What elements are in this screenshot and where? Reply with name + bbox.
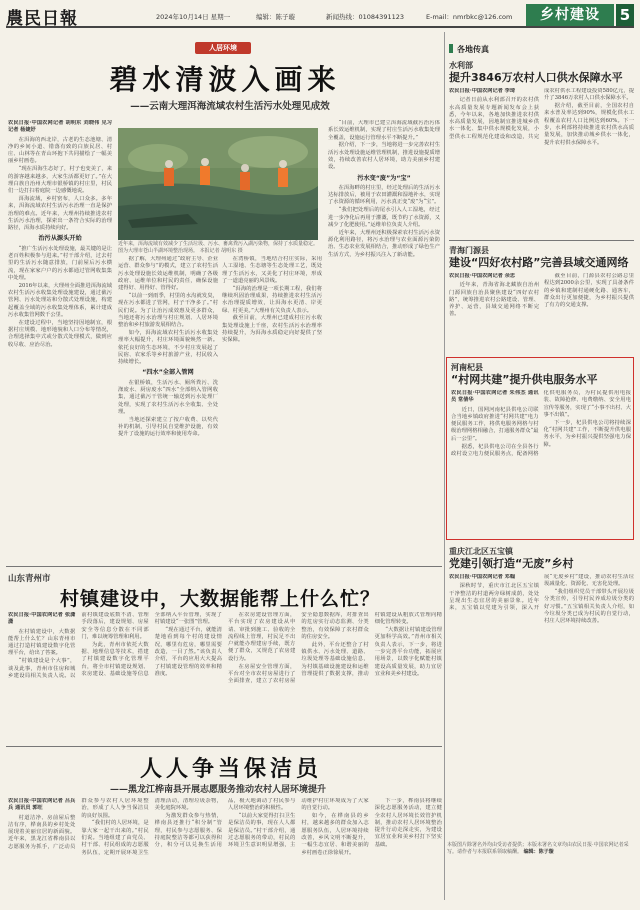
- lead-paragraph: “推广生活污水处理设施，最关键的是让老百姓积极参与进来。”村干部介绍，过去村里的生活污水随意排放，门前屋后污水横流，现在家家户户的污水都通过管网收集集中处理。: [8, 245, 112, 281]
- lead-paragraph: 在湾桥镇，当地结合村庄实际，采用人工湿地、生态塘等生态处理工艺，既处理了生活污水，又美化了村庄环境，形成了一道道亮丽的风景线。: [222, 256, 322, 284]
- newspaper-logo: 農民日報: [6, 9, 78, 29]
- lead-paragraph: “目前，大理市已建立洱海流域截污治污体系长效运维机制，实现了村庄生活污水收集处理全覆盖，设施运行管理水平不断提升。”: [328, 120, 440, 141]
- lead-paragraph: 如今，洱海流域农村生活污水收集处理率大幅提升，村庄环境面貌焕然一新。依托良好的生态环境，不少村庄发展起了民宿、农家乐等乡村旅游产业，村民收入持续增长。: [118, 329, 218, 366]
- page-number: 5: [616, 4, 634, 26]
- story2-paragraph: 此外，平台还整合了村镇供水、污水处理、道路、垃圾处理等基础设施信息，为村镇基础设施建设和运维管理提供了数据支撑，推动村镇建设从粗放式管理向精细化管理转变。: [301, 612, 442, 677]
- lead-paragraph: 在洱海的西北岸，古老的生态池塘、清净的乡间小道、错落有致的白族民居、村庄、山林等在青山环抱下共同描绘了一幅美丽乡村画卷。: [8, 136, 112, 165]
- brief-divider: [449, 240, 634, 241]
- story3-headline: 人人争当保洁员: [140, 756, 323, 782]
- footer-editor: 编辑：陈子璇: [523, 848, 554, 855]
- brief-paragraph: 深秋时节，重庆市江北区五宝镇干净整洁的村道两旁绿树成荫，处处呈现出生态宜居的美丽景象。近年来，五宝镇以党建为引领，深入开展“无废乡村”建设，推动农村生活垃圾减量化、资源化、无害化处理。: [449, 574, 634, 612]
- column-divider: [444, 32, 445, 900]
- lead-section-heading: 治污从源头开始: [38, 235, 82, 243]
- story2-byline: 农民日报·中国农网记者 张潇潇: [8, 612, 76, 626]
- story2-paragraph: 为此，青州市依托大数据、地理信息等技术，搭建了村镇建设数字化管理平台，将全市村镇建设规划、农房建设、基础设施等信息全部纳入平台管理，实现了村镇建设“一张图”管理。: [81, 612, 222, 677]
- lead-photo-caption: 近年来，洱海流域有效减少了生活垃圾、污水、畜禽粪污入湖污染物，保持了水质量稳定。图为大理市苍山半湖环境整治现场。 本报记者 胡明东 摄: [118, 241, 319, 254]
- brief-zero-waste: [449, 546, 634, 838]
- story-divider: [6, 566, 442, 567]
- lead-section-heading: 污水变“废”为“宝”: [357, 174, 411, 182]
- lead-byline: 农民日报·中国农网记者 胡明东 刘晓伟 见习记者 杨婕妤: [8, 120, 112, 134]
- story2-body: [8, 612, 442, 744]
- brief-byline: 农民日报·中国农网记者 李琦: [449, 88, 516, 94]
- brief-byline: 农民日报·中国农网记者 邓翰: [449, 574, 516, 580]
- masthead: [6, 4, 634, 28]
- story3-body: [8, 798, 442, 902]
- story2-headline: 村镇建设中，大数据能帮上什么忙？: [60, 588, 381, 610]
- lead-paragraph: 在银桥镇，生活污水、厕所粪污、洗涤废水、厨房废水“四水”全部纳入管网收集，通过截污干管统一输送到污水处理厂处理，实现了农村生活污水全收集、全处理。: [118, 379, 218, 415]
- brief-water-supply: [449, 60, 634, 238]
- lead-column-1: [8, 120, 112, 560]
- brief-byline: 农民日报·中国农网记者 朱伟杰 通讯员 常倩华: [451, 390, 539, 404]
- story3-paragraph: 如今，在桦南县的乡村，越来越多的群众加入志愿服务队伍，人居环境持续改善，乡风文明不断提升，一幅生态宜居、和谐美丽的乡村画卷正徐徐展开。: [301, 813, 369, 856]
- lead-headline: 碧水清波入画来: [109, 63, 341, 96]
- lead-column-2: [118, 256, 218, 560]
- news-hotline: 新闻热线：01084391123: [326, 13, 404, 21]
- story3-paragraph: “以前大家觉得打扫卫生是保洁员的事，现在人人都是保洁员。”村干部介绍，通过志愿服务的带动，村民的环境卫生意识明显增强，主动维护村庄环境成为了大家的自觉行动。: [227, 798, 369, 849]
- story-divider: [6, 746, 442, 747]
- brief-title: 建设“四好农村路”完善县域交通网络: [449, 256, 629, 269]
- brief-body: [449, 88, 634, 238]
- brief-kicker: 青海门源县: [449, 246, 489, 255]
- heading-bar-icon: [449, 44, 453, 53]
- brief-paragraph: 据介绍，截至目前，全国农村自来水普及率达到90%，规模化供水工程覆盖农村人口比例达到60%。下一步，水利部将持续推进农村供水高质量发展，加快推动城乡供水一体化，提升农村供水保障水平。: [544, 103, 634, 146]
- contact-email: E-mail：nmrbkc@126.com: [426, 13, 513, 21]
- lead-paragraph: 在洱海畔的村庄里，经过处理后的生活污水达标排放后，被用于农田灌溉和湿地补水，实现了水资源的循环利用，污水真正变“废”为“宝”。: [328, 184, 440, 206]
- lead-paragraph: “以前一到雨季，村里的水沟就发臭，现在污水都进了管网，村子干净多了。”村民们说。为了让治污成效惠及更多群众，当地还将污水治理与村庄规划、人居环境整治和乡村旅游发展相结合。: [118, 292, 218, 329]
- brief-paragraph: 记者日前从水利部召开的农村供水高质量发展专题新闻发布会上获悉，今年以来，各地加快推进农村供水高质量发展，因地制宜推进城乡供水一体化、集中供水规模化发展，小型供水工程规范化建设和改造，共完成农村供水工程建设投资580亿元，提升了3846万农村人口供水保障水平。: [449, 88, 634, 140]
- editor-credit: 编辑：陈子璇: [256, 13, 295, 21]
- story2-paragraph: 在村镇建设中，大数据能帮上什么忙？山东青州市通过打造村镇建设数字化管理平台，给出了答案。: [8, 628, 76, 657]
- brief-body: [449, 574, 634, 834]
- brief-paragraph: 截至目前，门源县农村公路总里程达到2000余公里，实现了具备条件的乡镇和建制村通硬化路、通客车，群众出行更加便捷，为乡村振兴提供了有力的交通支撑。: [544, 273, 634, 309]
- brief-paragraph: 近日，国网河南杞县供电公司联合当地乡镇政府推进“村网共建”电力便民服务工作，将供电服务网格与村级治理网格相融合，打通服务群众“最后一公里”。: [451, 406, 539, 442]
- lead-category-tag: 人居环境: [195, 42, 251, 54]
- brief-title: 提升3846万农村人口供水保障水平: [449, 71, 623, 84]
- story3-subheadline: ——黑龙江桦南县开展志愿服务推动农村人居环境提升: [110, 785, 327, 795]
- brief-body: [449, 273, 634, 351]
- lead-paragraph: 洱海流域，乡村密布，人口众多。多年来，洱海流域农村生活污水治理一直是保护治理的难点。近年来，大理州持续推进农村生活污水治理，探索出一条符合实际的治理路径，洱海水质持续向好。: [8, 195, 112, 232]
- story2-paragraph: 在农房建设管理方面，平台实现了农房建设从申请、审批到施工、验收的全流程线上管理，村民足不出户就能办理建房手续，既方便了群众，又规范了农房建设行为。: [227, 612, 296, 662]
- right-column-heading: [449, 44, 636, 56]
- issue-date: 2024年10月14日 星期一: [156, 13, 231, 21]
- lead-paragraph: 近年来，大理州还积极探索农村生活污水资源化利用路径，将污水治理与农业面源污染防治、生态农业发展相结合，推动形成了绿色生产生活方式，为乡村振兴注入了新动能。: [328, 229, 440, 258]
- story2-paragraph: 在房屋安全管理方面，平台对全市农村房屋进行了全面排查，建立了农村房屋安全隐患数据库，对排查出的危房实行动态监测、分类整治，有效保障了农村群众的住房安全。: [227, 612, 369, 685]
- lead-paragraph: 截至目前，大理州已建成村庄污水收集处理设施上千座，农村生活污水治理率持续提升，为洱海水质稳定向好提供了坚实保障。: [222, 315, 322, 344]
- river-cleanup-photo-icon: [118, 128, 318, 240]
- story3-paragraph: “我们村的人居环境，是靠大家一起干出来的。”村民们说。当地组建了由党员、村干部、村民组成的志愿服务队伍，定期开展环境卫生清理活动，清理垃圾杂物，美化庭院环境。: [81, 798, 222, 856]
- brief-kicker: 河南杞县: [451, 363, 483, 372]
- story3-paragraph: 村道洁净、房前屋后整洁有序，桦南县的乡村处处展现着美丽宜居的新面貌。近年来，黑龙江省桦南县以志愿服务为抓手，广泛动员群众参与农村人居环境整治，形成了人人争当保洁员的良好氛围。: [8, 798, 149, 850]
- brief-title: “村网共建”提升供电服务水平: [451, 373, 598, 386]
- brief-title: 党建引领打造“无废”乡村: [449, 557, 574, 570]
- lead-column-3: [222, 256, 322, 560]
- lead-subheadline: ——云南大理洱海流域农村生活污水处理见成效: [130, 101, 330, 112]
- brief-body: [451, 390, 631, 530]
- brief-power-service: [451, 362, 631, 536]
- story2-paragraph: “村镇建设是个大事”，谈及此事，青州市住房和城乡建设局相关负责人说。以前村镇建设底数不清、管理手段落后，建设规划、房屋安全等信息分散在不同部门，难以统筹管理和利用。: [8, 612, 149, 679]
- section-title: 乡村建设: [526, 4, 614, 26]
- lead-photo: [118, 128, 318, 240]
- lead-paragraph: “我们把处理后的尾水引入人工湿地，经过进一步净化后再用于灌溉，既节约了水资源，又减少了化肥使用。”运维单位负责人介绍。: [328, 207, 440, 228]
- lead-paragraph: 当地还探索建立了按户收费、以奖代补的机制，引导村民自觉维护设施，有效提升了设施的运行效率和使用寿命。: [118, 416, 218, 438]
- brief-kicker: 重庆江北区五宝镇: [449, 547, 513, 556]
- story2-paragraph: “大数据让村镇建设管理更加科学高效。”青州市相关负责人表示，下一步，将进一步完善平台功能，拓展应用场景，以数字化赋能村镇建设高质量发展，助力宜居宜业和美乡村建设。: [374, 627, 442, 677]
- story3-byline: 农民日报·中国农网记者 吕兵兵 通讯员 郭旺: [8, 798, 76, 812]
- lead-column-4: [328, 120, 440, 560]
- lead-section-heading: “四水”全部入管网: [142, 369, 194, 377]
- brief-paragraph: “我们组织党员干部带头开展垃圾分类宣传，引导村民养成垃圾分类的好习惯。”五宝镇相关负责人介绍，如今垃圾分类已成为村民的自觉行动，村庄人居环境持续改善。: [544, 589, 634, 625]
- brief-paragraph: 近年来，青海省海北藏族自治州门源回族自治县聚焦建设“四好农村路”，统筹推进农村公路建设、管理、养护、运营，县域交通网络不断完善。: [449, 282, 539, 318]
- lead-paragraph: 据介绍，下一步，当地将进一步完善农村生活污水处理设施运维管理机制，推进设施提质增效，持续改善农村人居环境，助力美丽乡村建设。: [328, 142, 440, 171]
- footer-note: 本版图片除署名外均由受访者提供；本版未署名文章均由农民日报·中国农网记者采写。请作者与本报联系领取稿酬。: [447, 842, 629, 855]
- page-footer: [447, 842, 634, 855]
- brief-rural-roads: [449, 245, 634, 353]
- lead-paragraph: 在建设过程中，当地坚持因地制宜，根据村庄规模、地形地貌和人口分布等情况，合理选择集中式或分散式处理模式，做到应收尽收、应治尽治。: [8, 319, 112, 348]
- story3-paragraph: 下一步，桦南县将继续深化志愿服务活动，建立健全农村人居环境长效管护机制，推动农村人居环境整治提升行动走深走实，为建设宜居宜业和美乡村打下坚实基础。: [374, 798, 442, 848]
- lead-paragraph: 2016年以来，大理州全面推进洱海流域农村生活污水收集处理设施建设，通过截污管网、污水处理站和分散式处理设施，构建起覆盖全域的污水收集处理体系，累计建成污水收集管网数千公里。: [8, 282, 112, 318]
- lead-paragraph: 据了解，大理州通过“政府主导、企业运营、群众参与”的模式，建立了农村生活污水处理设施长效运维机制，明确了各级政府、运维单位和村民的责任，确保设施建得好、用得好、管得好。: [118, 256, 218, 292]
- story2-paragraph: “现在通过平台，就能清楚地看到每个村的建设情况，哪里有危房，哪里需要改造，一目了然。”该负责人介绍，平台的应用大大提高了村镇建设管理的效率和精准度。: [154, 627, 222, 677]
- right-heading-label: 各地传真: [457, 45, 489, 54]
- brief-paragraph: 下一步，杞县供电公司将持续深化“村网共建”工作，不断提升供电服务水平，为乡村振兴提供坚强电力保障。: [543, 419, 631, 448]
- brief-paragraph: 据悉，杞县供电公司在全县各行政村设立电力便民服务点，配备网格化供电服务员，为村民提供用电报装、故障抢修、电费缴纳、安全用电宣传等服务，实现了“小事不出村、大事不出镇”。: [451, 390, 631, 457]
- lead-paragraph: “现在洱海生态好了，村子也变美了，来的游客越来越多，大家生活都更好了。”在大理白族自治州大理市银桥镇的村庄里，村民们一边打扫着庭院一边感慨地说。: [8, 166, 112, 195]
- lead-paragraph: “洱海的治理是一项长期工程，我们将继续巩固治理成果，持续推进农村生活污水治理提质增效，让洱海水更清、岸更绿、村更美。”大理州有关负责人表示。: [222, 285, 322, 314]
- brief-byline: 农民日报·中国农网记者 余忠: [449, 273, 516, 279]
- story2-location: 山东青州市: [8, 574, 51, 584]
- story3-paragraph: 为激发群众参与热情，桦南县还推行“积分制”管理，村民参与志愿服务、保持庭院整洁等都可以获得积分，积分可以兑换生活用品，极大地调动了村民参与人居环境整治的积极性。: [154, 798, 296, 849]
- brief-kicker: 水利部: [449, 61, 473, 70]
